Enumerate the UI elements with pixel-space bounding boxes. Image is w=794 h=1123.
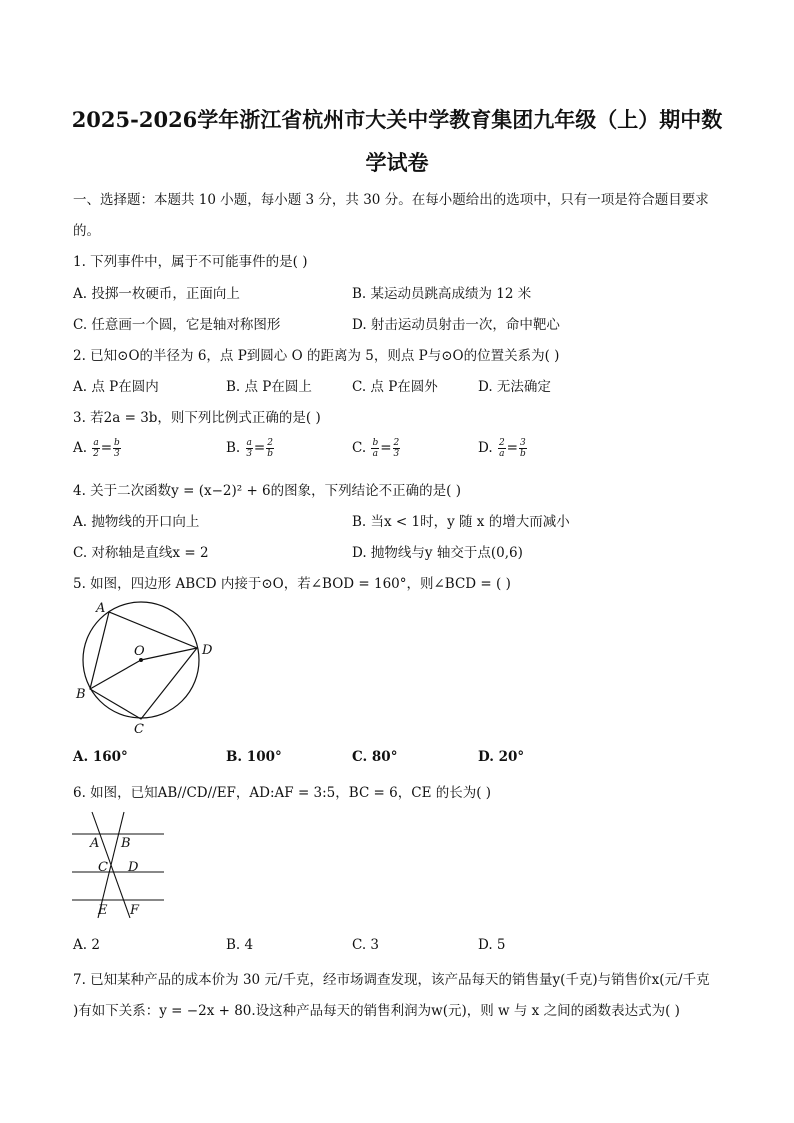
equals-sign: = (253, 440, 266, 456)
q1-option-a: A. 投掷一枚硬币，正面向上 (73, 286, 240, 302)
q3-option-a-fraction-right: $\frac{b}{3}$ (114, 438, 120, 459)
q2-option-d: D. 无法确定 (478, 379, 551, 395)
q3-option-a-label: A. (73, 440, 88, 456)
label-c: C (98, 860, 108, 875)
q4-option-b: B. 当x < 1时，y 随 x 的增大而减小 (352, 514, 570, 530)
q3-option-b-fraction-left: $\frac{a}{3}$ (246, 438, 253, 459)
q4-option-a: A. 抛物线的开口向上 (73, 514, 200, 530)
q3-option-a (73, 438, 122, 459)
q5-option-b: B. 100° (226, 749, 282, 765)
label-d: D (128, 860, 139, 875)
label-e: E (98, 903, 108, 918)
q1-option-b: B. 某运动员跳高成绩为 12 米 (352, 286, 532, 302)
section-heading-line2: 的。 (73, 223, 100, 239)
label-c: C (134, 722, 144, 737)
q3-stem: 3. 若2a = 3b，则下列比例式正确的是( ) (73, 410, 321, 426)
q1-stem: 1. 下列事件中，属于不可能事件的是( ) (73, 254, 308, 270)
q3-option-d (478, 438, 528, 459)
q7-stem-line2: )有如下关系：y = −2x + 80.设这种产品每天的销售利润为w(元)，则 w 与 x 之间的函数表达式为( ) (73, 1003, 680, 1019)
q3-option-c-label: C. (352, 440, 367, 456)
exam-title-line2: 学试卷 (365, 150, 429, 175)
q6-option-d: D. 5 (478, 937, 506, 953)
q3-option-d-label: D. (478, 440, 493, 456)
q3-option-d-fraction-right: $\frac{3}{b}$ (519, 438, 526, 459)
label-o: O (134, 644, 145, 659)
q3-option-b-fraction-right: $\frac{2}{b}$ (267, 438, 273, 459)
q5-option-a: A. 160° (73, 749, 128, 765)
equals-sign: = (506, 440, 518, 456)
q1-option-d: D. 射击运动员射击一次，命中靶心 (352, 317, 560, 333)
label-d: D (202, 643, 213, 658)
equals-sign: = (380, 440, 392, 456)
q5-circle-figure (70, 594, 230, 740)
label-f: F (130, 903, 140, 918)
q5-option-c: C. 80° (352, 749, 398, 765)
label-a: A (90, 836, 100, 851)
label-b: B (76, 687, 86, 702)
quadrilateral-abcd (90, 612, 197, 719)
q3-option-c-fraction-left: $\frac{b}{a}$ (372, 438, 379, 459)
q1-option-c: C. 任意画一个圆，它是轴对称图形 (73, 317, 281, 333)
q3-option-b-label: B. (226, 440, 241, 456)
q3-option-c (352, 438, 401, 459)
q4-stem: 4. 关于二次函数y = (x−2)² + 6的图象，下列结论不正确的是( ) (73, 483, 461, 499)
q6-option-b: B. 4 (226, 937, 254, 953)
q6-stem: 6. 如图，已知AB//CD//EF，AD:AF = 3:5，BC = 6，CE 的长为( ) (73, 785, 492, 801)
q2-stem: 2. 已知⊙O的半径为 6，点 P到圆心 O 的距离为 5，则点 P与⊙O的位置关系为( ) (73, 348, 560, 364)
q4-option-d: D. 抛物线与y 轴交于点(0,6) (352, 545, 523, 561)
q6-parallel-lines-figure (66, 810, 170, 922)
q3-option-a-fraction-left: $\frac{a}{2}$ (93, 438, 99, 459)
exam-title-line1: 2025-2026学年浙江省杭州市大关中学教育集团九年级（上）期中数 (71, 107, 723, 132)
label-b: B (121, 836, 131, 851)
segment-ob (90, 660, 141, 689)
q6-option-a: A. 2 (73, 937, 100, 953)
q6-option-c: C. 3 (352, 937, 380, 953)
q5-stem: 5. 如图，四边形 ABCD 内接于⊙O，若∠BOD = 160°，则∠BCD = ( ) (73, 576, 511, 592)
q5-option-d: D. 20° (478, 749, 525, 765)
q3-option-c-fraction-right: $\frac{2}{3}$ (393, 438, 400, 459)
label-a: A (96, 601, 106, 616)
q3-option-d-fraction-left: $\frac{2}{a}$ (498, 438, 505, 459)
q2-option-c: C. 点 P在圆外 (352, 379, 438, 395)
q2-option-a: A. 点 P在圆内 (73, 379, 159, 395)
q2-option-b: B. 点 P在圆上 (226, 379, 312, 395)
q7-stem-line1: 7. 已知某种产品的成本价为 30 元/千克，经市场调查发现，该产品每天的销售量y(千克)与销售价x(元/千克 (73, 972, 710, 988)
q3-option-b (226, 438, 275, 459)
equals-sign: = (100, 440, 113, 456)
q4-option-c: C. 对称轴是直线x = 2 (73, 545, 209, 561)
section-heading-line1: 一、选择题：本题共 10 小题，每小题 3 分，共 30 分。在每小题给出的选项中，只有一项是符合题目要求 (73, 192, 709, 208)
